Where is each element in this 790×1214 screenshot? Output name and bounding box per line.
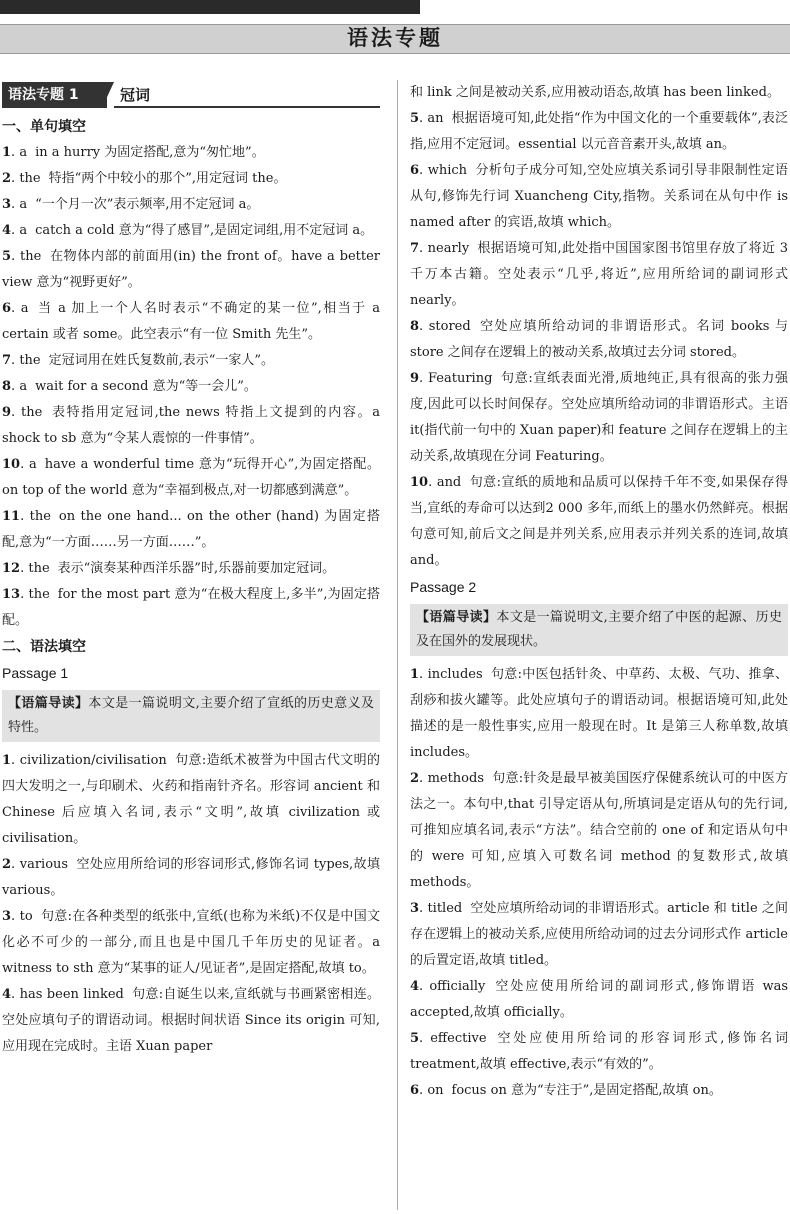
item-answer: officially [429,979,486,994]
answer-item: 13. the for the most part 意为“在极大程度上,多半”,为固定搭配。 [2,587,380,628]
passage1-list-left [2,748,380,1060]
part2-title: 二、语法填空 [2,639,86,655]
item-explanation: 句意:宣纸的质地和品质可以保持千年不变,如果保存得当,宣纸的寿命可以达到2 000 多年,而纸上的墨水仍然鲜亮。根据句意可知,前后文之间是并列关系,应用表示并列关系的连词,故填 and。 [410,475,789,568]
item-explanation: wait for a second 意为“等一会儿”。 [35,379,257,394]
item-number: 6 [410,1083,420,1098]
item-number: 6 [410,163,420,178]
item-answer: stored [428,319,471,334]
item-explanation: 空处应使用所给词的形容词形式,修饰名词 treatment,故填 effective,表示“有效的”。 [410,1031,789,1072]
item-answer: nearly [427,241,470,256]
passage2-title: Passage 2 [410,579,477,595]
answer-item: 3. titled 空处应填所给动词的非谓语形式。article 和 title 之间存在逻辑上的被动关系,应使用所给动词的过去分词形式作 article 的后置定语,故填 titled。 [410,901,788,968]
item-number: 9 [410,371,420,386]
answer-item: 3. to 句意:在各种类型的纸张中,宣纸(也称为米纸)不仅是中国文化必不可少的一部分,而且也是中国几千年历史的见证者。a witness to sth 意为“某事的证人/见证者”,是固定搭配,故填 to。 [2,909,381,976]
item-number: 4 [2,223,12,238]
answer-item: 5. the 在物体内部的前面用(in) the front of。have a better view 意为“视野更好”。 [2,249,380,290]
item-answer: effective [430,1031,487,1046]
item-answer: which [427,163,468,178]
item-answer: and [436,475,462,490]
guide-label: 【语篇导读】 [416,610,497,625]
answer-item: 1. includes 句意:中医包括针灸、中草药、太极、气功、推拿、刮痧和拔火罐等。此处应填句子的谓语动词。根据语境可知,此处描述的是一般性事实,应用一般现在时。It 是第三人称单数,故填 includes。 [410,667,788,760]
answer-item: 8. stored 空处应填所给动词的非谓语形式。名词 books 与 store 之间存在逻辑上的被动关系,故填过去分词 stored。 [410,319,789,360]
answer-item: 4. a catch a cold 意为“得了感冒”,是固定词组,用不定冠词 a。 [2,223,374,238]
answer-item: 6. a 当 a 加上一个人名时表示“不确定的某一位”,相当于 a certain 或者 some。此空表示“有一位 Smith 先生”。 [2,301,380,342]
item-answer: the [20,405,43,420]
item-explanation: 根据语境可知,此处指中国国家图书馆里存放了将近 3 千万本古籍。空处表示“几乎,将近”,应用所给词的副词形式 nearly。 [410,241,789,308]
answer-item: 6. on focus on 意为“专注于”,是固定搭配,故填 on。 [410,1083,722,1098]
column-divider [397,80,398,1210]
passage1-title: Passage 1 [2,665,69,681]
item-explanation: 表示“演奏某种西洋乐器”时,乐器前要加定冠词。 [57,561,336,576]
section-tag: 语法专题 1 [2,82,107,108]
item-explanation: focus on 意为“专注于”,是固定搭配,故填 on。 [451,1083,722,1098]
header-decor-bar [0,0,420,14]
answer-item: 2. various 空处应用所给词的形容词形式,修饰名词 types,故填 various。 [2,857,380,898]
item-answer: a [19,197,28,212]
answer-item: 1. civilization/civilisation 句意:造纸术被誉为中国古代文明的四大发明之一,与印刷术、火药和指南针齐名。形容词 ancient 和 Chinese 后应填入名词,表示“文明”,故填 civilization 或 civilisation。 [2,753,380,846]
section-header [2,80,380,110]
passage2-guide [410,604,788,656]
item-explanation: 句意:中医包括针灸、中草药、太极、气功、推拿、刮痧和拔火罐等。此处应填句子的谓语动词。根据语境可知,此处描述的是一般性事实,应用一般现在时。It 是第三人称单数,故填 includes。 [410,667,788,760]
item-explanation: 分析句子成分可知,空处应填关系词引导非限制性定语从句,修饰先行词 Xuancheng City,指物。关系词在从句中作 is named after 的宾语,故填 which。 [410,163,789,230]
item-number: 2 [2,171,12,186]
section-rule [114,106,380,108]
item-explanation: 句意:针灸是最早被美国医疗保健系统认可的中医方法之一。本句中,that 引导定语从句,所填词是定语从句的先行词,可推知应填名词,表示“方法”。结合空前的 one of 和定语从句中的 were 可知,应填入可数名词 method 的复数形式,故填 methods。 [410,771,788,890]
item-answer: the [28,561,50,576]
answer-item: 3. a “一个月一次”表示频率,用不定冠词 a。 [2,197,260,212]
item-explanation: 句意:造纸术被誉为中国古代文明的四大发明之一,与印刷术、火药和指南针齐名。形容词 ancient 和 Chinese 后应填入名词,表示“文明”,故填 civilization 或 civilisation。 [2,753,380,846]
guide-label: 【语篇导读】 [8,696,89,711]
item-number: 10 [2,457,21,472]
item-explanation: 句意:自诞生以来,宣纸就与书画紧密相连。空处应填句子的谓语动词。根据时间状语 Since its origin 可知,应用现在完成时。主语 Xuan paper [2,987,380,1054]
item-answer: has been linked [19,987,124,1002]
item-answer: includes [427,667,483,682]
item-number: 6 [2,301,12,316]
answer-item: 10. a have a wonderful time 意为“玩得开心”,为固定搭配。on top of the world 意为“幸福到极点,对一切都感到满意”。 [2,457,380,498]
item-explanation: 特指“两个中较小的那个”,用定冠词 the。 [48,171,287,186]
item-number: 8 [410,319,420,334]
item-number: 5 [410,1031,420,1046]
item-explanation: on the one hand... on the other (hand) 为固定搭配,意为“一方面……另一方面……”。 [2,509,381,550]
item-answer: civilization/civilisation [19,753,167,768]
item-number: 3 [410,901,420,916]
item-answer: the [28,587,50,602]
item-explanation: 句意:在各种类型的纸张中,宣纸(也称为米纸)不仅是中国文化必不可少的一部分,而且也是中国几千年历史的见证者。a witness to sth 意为“某事的证人/见证者”,是固定搭配,故填 to。 [2,909,381,976]
item-number: 1 [2,145,12,160]
guide-text: 本文是一篇说明文,主要介绍了宣纸的历史意义及特性。 [8,696,374,735]
answer-item: 8. a wait for a second 意为“等一会儿”。 [2,379,257,394]
section-tag-slant [102,82,114,108]
passage1-list-right [410,106,788,574]
item-explanation: catch a cold 意为“得了感冒”,是固定词组,用不定冠词 a。 [35,223,374,238]
item-answer: titled [427,901,463,916]
item-answer: a [28,457,37,472]
item-explanation: 根据语境可知,此处指“作为中国文化的一个重要载体”,表泛指,应用不定冠词。essential 以元音音素开头,故填 an。 [410,111,788,152]
part1-list [2,140,380,634]
header-bar [0,0,790,56]
item-explanation: 空处应填所给动词的非谓语形式。article 和 title 之间存在逻辑上的被动关系,应使用所给动词的过去分词形式作 article 的后置定语,故填 titled。 [410,901,788,968]
item-answer: the [20,249,42,264]
item-number: 3 [2,909,12,924]
continuation-text: 和 link 之间是被动关系,应用被动语态,故填 has been linked。 [410,85,780,100]
item-number: 5 [2,249,12,264]
item-number: 10 [410,475,429,490]
item-number: 1 [2,753,12,768]
item-explanation: 在物体内部的前面用(in) the front of。have a better view 意为“视野更好”。 [2,249,380,290]
answer-item: 7. nearly 根据语境可知,此处指中国国家图书馆里存放了将近 3 千万本古籍。空处表示“几乎,将近”,应用所给词的副词形式 nearly。 [410,241,789,308]
answer-item: 10. and 句意:宣纸的质地和品质可以保持千年不变,如果保存得当,宣纸的寿命可以达到2 000 多年,而纸上的墨水仍然鲜亮。根据句意可知,前后文之间是并列关系,应用表示并列关系的连词,故填 and。 [410,475,789,568]
answer-item: 12. the 表示“演奏某种西洋乐器”时,乐器前要加定冠词。 [2,561,336,576]
item-explanation: 表特指用定冠词,the news 特指上文提到的内容。a shock to sb 意为“令某人震惊的一件事情”。 [2,405,380,446]
item-answer: to [19,909,33,924]
item-number: 1 [410,667,420,682]
answer-item: 4. has been linked 句意:自诞生以来,宣纸就与书画紧密相连。空处应填句子的谓语动词。根据时间状语 Since its origin 可知,应用现在完成时。主语 Xuan paper [2,987,380,1054]
item-answer: an [427,111,444,126]
guide-text: 本文是一篇说明文,主要介绍了中医的起源、历史及在国外的发展现状。 [416,610,782,649]
right-column [410,80,788,1104]
item-explanation: 空处应用所给词的形容词形式,修饰名词 types,故填 various。 [2,857,380,898]
item-number: 13 [2,587,21,602]
item-answer: methods [427,771,484,786]
item-number: 2 [2,857,12,872]
answer-item: 9. the 表特指用定冠词,the news 特指上文提到的内容。a shock to sb 意为“令某人震惊的一件事情”。 [2,405,380,446]
page-title: 语法专题 [347,26,443,50]
item-answer: various [19,857,69,872]
item-answer: the [29,509,51,524]
item-answer: a [19,145,28,160]
answer-item: 11. the on the one hand... on the other (hand) 为固定搭配,意为“一方面……另一方面……”。 [2,509,381,550]
answer-item: 7. the 定冠词用在姓氏复数前,表示“一家人”。 [2,353,275,368]
answer-item: 2. methods 句意:针灸是最早被美国医疗保健系统认可的中医方法之一。本句中,that 引导定语从句,所填词是定语从句的先行词,可推知应填名词,表示“方法”。结合空前的 one of 和定语从句中的 were 可知,应填入可数名词 method 的复数形式,故填 methods。 [410,771,788,890]
item-answer: Featuring [427,371,493,386]
item-answer: on [427,1083,444,1098]
item-explanation: 句意:宣纸表面光滑,质地纯正,具有很高的张力强度,因此可以长时间保存。空处应填所给动词的非谓语形式。主语 it(指代前一句中的 Xuan paper)和 feature 之间存在逻辑上的主动关系,故填现在分词 Featuring。 [410,371,788,464]
item-number: 4 [410,979,420,994]
item-explanation: 空处应填所给动词的非谓语形式。名词 books 与 store 之间存在逻辑上的被动关系,故填过去分词 stored。 [410,319,789,360]
answer-item: 4. officially 空处应使用所给词的副词形式,修饰谓语 was accepted,故填 officially。 [410,979,788,1020]
passage1-guide [2,690,380,742]
section-name: 冠词 [120,86,151,104]
item-explanation: 定冠词用在姓氏复数前,表示“一家人”。 [48,353,275,368]
item-explanation: for the most part 意为“在极大程度上,多半”,为固定搭配。 [2,587,380,628]
item-number: 9 [2,405,12,420]
answer-item: 1. a in a hurry 为固定搭配,意为“匆忙地”。 [2,145,265,160]
left-column [2,80,380,1060]
item-explanation: 空处应使用所给词的副词形式,修饰谓语 was accepted,故填 officially。 [410,979,788,1020]
item-number: 5 [410,111,420,126]
item-answer: a [19,379,28,394]
item-answer: the [19,171,41,186]
item-explanation: “一个月一次”表示频率,用不定冠词 a。 [35,197,260,212]
item-explanation: 当 a 加上一个人名时表示“不确定的某一位”,相当于 a certain 或者 some。此空表示“有一位 Smith 先生”。 [2,301,380,342]
item-explanation: in a hurry 为固定搭配,意为“匆忙地”。 [35,145,265,160]
item-answer: a [19,223,28,238]
item-number: 12 [2,561,21,576]
item-number: 11 [2,509,21,524]
item-number: 2 [410,771,420,786]
answer-item: 6. which 分析句子成分可知,空处应填关系词引导非限制性定语从句,修饰先行词 Xuancheng City,指物。关系词在从句中作 is named after 的宾语,故填 which。 [410,163,789,230]
item-number: 8 [2,379,12,394]
item-number: 7 [410,241,420,256]
item-answer: a [20,301,29,316]
answer-item: 9. Featuring 句意:宣纸表面光滑,质地纯正,具有很高的张力强度,因此可以长时间保存。空处应填所给动词的非谓语形式。主语 it(指代前一句中的 Xuan paper)和 feature 之间存在逻辑上的主动关系,故填现在分词 Featuring。 [410,371,788,464]
item-answer: the [19,353,41,368]
answer-item: 5. an 根据语境可知,此处指“作为中国文化的一个重要载体”,表泛指,应用不定冠词。essential 以元音音素开头,故填 an。 [410,111,788,152]
answer-item: 2. the 特指“两个中较小的那个”,用定冠词 the。 [2,171,287,186]
item-explanation: have a wonderful time 意为“玩得开心”,为固定搭配。on top of the world 意为“幸福到极点,对一切都感到满意”。 [2,457,380,498]
answer-item: 5. effective 空处应使用所给词的形容词形式,修饰名词 treatment,故填 effective,表示“有效的”。 [410,1031,789,1072]
item-number: 3 [2,197,12,212]
part1-title: 一、单句填空 [2,119,86,135]
item-number: 7 [2,353,12,368]
passage2-list [410,662,788,1104]
item-number: 4 [2,987,12,1002]
